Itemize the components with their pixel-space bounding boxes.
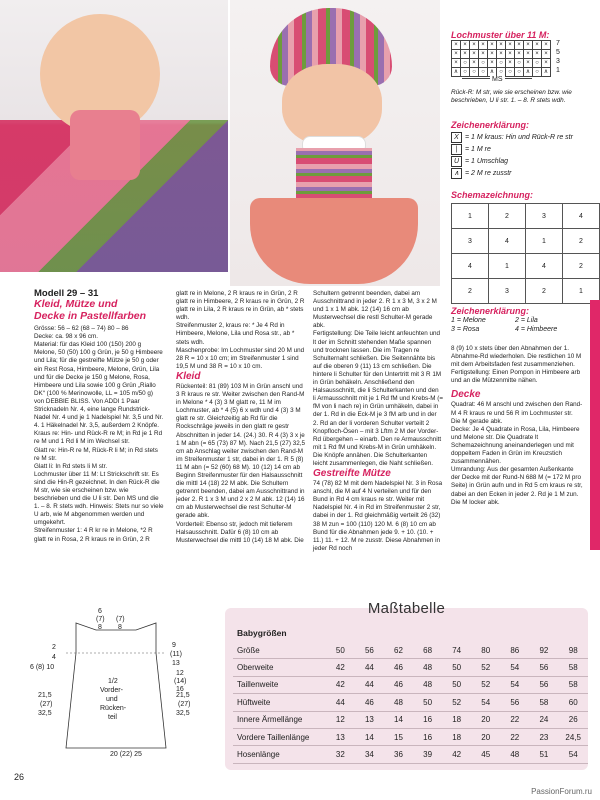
size-cell: 48 (500, 746, 529, 763)
chart-row-number: 7 (556, 40, 560, 47)
size-table (233, 642, 588, 764)
paragraph: Vorderteil: Ebenso str, jedoch mit tieferem Halsausschnitt. Dafür 6 (8) 10 cm ab Musterwechsel die mittl 10 (14) 18 M abk. Die (176, 520, 304, 544)
size-cell: 42 (442, 746, 471, 763)
scheme-cell: 2 (563, 254, 600, 279)
paragraph: Fertigstellung: Die Teile leicht anfeuchten und lt der im Schnitt stehenden Maße spannen und trocknen lassen. Die im Tragen re Schulternaht schließen. Die Seitennähte bis auf die oberen 9 (11) 13 cm schließen. Die hintere li Schulter für den Untertritt mit 3 R 1M in Grün behäkeln. Anschließend den Halsausschnitt, die li Schulterkanten und den li Armausschnitt mit je 1 Rd fM und Krebs-M (= fM von li nach re) in Grün umhäkeln, dabei in der 1. Rd in die Eck-M je 3 fM arb und in der 2. Rd an der li vorderen Schulter verteilt 2 Knopfloch-Ösen – mit 3 Lftm 2 M der Vorder-Rd übergehen – einarb. Den re Armausschnitt mit 1 Rd fM und Krebs-M in Grün umhäkeln. Die Knöpfe annähen. Die Schulterkanten leicht zusammenlegen, die Naht schließen. (313, 330, 444, 467)
chart-cell: ○ (460, 67, 470, 77)
chart-cell: × (469, 58, 479, 68)
text-column-1 (34, 290, 164, 544)
chart-cell: × (460, 49, 470, 59)
dim-label: 21,5 (176, 692, 190, 699)
chart-cell: × (451, 40, 461, 50)
size-cell: 58 (558, 659, 588, 676)
size-cell: 42 (326, 659, 355, 676)
chart-cell: × (451, 49, 461, 59)
paragraph: Kraus re: Hin- und Rück-R re M; in Rd je 1 Rd re M und 1 Rd li M im Wechsel str. (34, 430, 163, 446)
chart-cell: × (478, 49, 488, 59)
scheme-legend-item: 4 = Himbeere (515, 326, 558, 333)
dim-label: 9 (172, 642, 176, 649)
dim-label: (7) (116, 616, 125, 623)
legend-item (451, 143, 596, 155)
chart-cell: ∧ (523, 67, 533, 77)
size-cell: 44 (326, 694, 355, 711)
scheme-legend-title: Zeichenerklärung: (451, 306, 530, 316)
size-cell: 52 (442, 694, 471, 711)
paragraph: Grösse: 56 – 62 (68 – 74) 80 – 86 (34, 325, 129, 333)
piece-label: 1/2 (108, 678, 118, 685)
dim-label: 13 (172, 660, 180, 667)
piece-label: und (106, 696, 118, 703)
size-cell: 14 (384, 711, 413, 728)
yarn-over-icon: U (451, 156, 462, 167)
size-cell: 50 (413, 694, 442, 711)
chart-cell: × (487, 49, 497, 59)
size-cell: 12 (326, 711, 355, 728)
scheme-cell: 4 (452, 254, 489, 279)
chart-cell: × (451, 58, 461, 68)
piece-label: teil (108, 714, 117, 721)
size-cell: 54 (500, 676, 529, 693)
dim-label: 32,5 (176, 710, 190, 717)
model-subtitle: Decke in Pastellfarben (34, 310, 147, 323)
knit-garter-icon: X (451, 132, 462, 143)
size-table-row (233, 659, 588, 676)
legend-text: = 1 M kraus: Hin und Rück-R re str (465, 133, 573, 141)
chart-note: Rück-R: M str, wie sie erscheinen bzw. wie beschrieben, U li str. 1. – 8. R stets wdh. (451, 89, 572, 104)
chart-cell: × (478, 40, 488, 50)
chart-cell: × (487, 58, 497, 68)
size-table-row (233, 711, 588, 728)
chart-cell: × (505, 58, 515, 68)
dim-label: 4 (52, 654, 56, 661)
chart-cell: ○ (514, 58, 524, 68)
chart-cell: × (487, 40, 497, 50)
size-cell: 56 (529, 659, 558, 676)
paragraph: Quadrat: 46 M anschl und zwischen den Rand-M 4 R kraus re und 56 R im Lochmuster str. Die M gerade abk. (451, 401, 583, 425)
scheme-legend-item: 1 = Melone (451, 317, 486, 324)
size-cell: 92 (529, 642, 558, 659)
chart-cell: ○ (505, 67, 515, 77)
size-cell: 52 (471, 676, 500, 693)
piece-label: Vorder- (100, 687, 123, 694)
chart-cell: ∧ (451, 67, 461, 77)
size-table-row (233, 642, 588, 659)
size-cell: 80 (471, 642, 500, 659)
chart-cell: × (541, 49, 551, 59)
chart-cell: ∧ (487, 67, 497, 77)
size-cell: 36 (384, 746, 413, 763)
text-column-4 (451, 345, 583, 507)
size-cell: 13 (326, 728, 355, 745)
dim-label: 32,5 (38, 710, 52, 717)
scheme-cell: 2 (563, 229, 600, 254)
paragraph: Fertigstellung: Einen Pompon in Himbeere arb und an die Mützenmitte nähen. (451, 369, 581, 385)
chart-cell: ○ (496, 67, 506, 77)
scheme-cell: 1 (489, 254, 526, 279)
dress-schematic (30, 608, 206, 758)
size-cell: 13 (355, 711, 384, 728)
striped-bodice-image (296, 148, 372, 200)
dim-label: (14) (174, 678, 187, 685)
page-number: 26 (14, 772, 25, 782)
baby-dress-image (70, 110, 140, 180)
size-cell: 20 (471, 711, 500, 728)
size-cell: 44 (355, 676, 384, 693)
chart-cell: ○ (478, 58, 488, 68)
model-heading: Modell 29 – 31 (34, 288, 99, 299)
size-cell: 14 (355, 728, 384, 745)
size-cell: 23 (529, 728, 558, 745)
dim-label: 8 (98, 624, 102, 631)
scheme-cell: 2 (452, 279, 489, 304)
size-row-label: Oberweite (233, 659, 326, 676)
dim-label: 16 (176, 686, 184, 693)
paragraph: glatt re in Melone, 2 R kraus re in Grün, 2 R glatt re in Himbeere, 2 R kraus re in Grün, 2 R glatt re in Lila, 2 R kraus re in Grün, ab * stets wdh. (176, 290, 305, 322)
size-cell: 18 (442, 711, 471, 728)
paragraph: 8 (9) 10 x stets über den Abnahmen der 1. Abnahme-Rd wiederholen. Die restlichen 10 M mit dem Arbeitsfaden fest zusammenziehen. (451, 345, 582, 369)
size-cell: 48 (413, 676, 442, 693)
paragraph: Streifenmuster 1: 4 R kr re in Melone, *2 R glatt re in Rosa, 2 R kraus re in Grün, 2 R (34, 527, 153, 543)
paragraph: Umrandung: Aus der gesamten Außenkante der Decke mit der Rund-N 688 M (= 172 M pro Seite) in Grün aufn und in Rd 5 cm kraus re str, dabei an den Ecken in jeder 2. Rd je 1 M zun. Die M locker abk. (451, 466, 583, 506)
size-cell: 46 (384, 676, 413, 693)
size-cell: 24,5 (558, 728, 588, 745)
chart-row (451, 49, 560, 58)
size-cell: 18 (442, 728, 471, 745)
chart-row-number: 5 (556, 49, 560, 56)
chart-cell: ∧ (541, 67, 551, 77)
size-row-label: Innere Ärmellänge (233, 711, 326, 728)
scheme-cell: 4 (489, 229, 526, 254)
k2tog-icon: ∧ (451, 168, 462, 179)
scheme-legend-item: 3 = Rosa (451, 326, 480, 333)
scheme-cell: 3 (489, 279, 526, 304)
section-heading-muetze: Gestreifte Mütze (313, 468, 391, 480)
size-cell: 86 (500, 642, 529, 659)
size-cell: 98 (558, 642, 588, 659)
paragraph: Rückenteil: 81 (89) 103 M in Grün anschl und 3 R kraus re str. Weiter zwischen den Rand-M in Melone * 4 (3) 3 M glatt re, 11 M im Lochmuster, ab * 4 (5) 6 x wdh und 4 (3) 3 M glatt re str. Gleichzeitig ab Rd für die Rockschräge jeweils in den glatt re gestr Abschnitten in jeder 14. (24.) 30. R 4 (3) 3 x je 1 M abn (= 65 (73) 87 M). Nach 21,5 (27) 32,5 cm ab Anschlag weiter zwischen den Rand-M im Streifenmuster 1 str, dabei in der 1. R 5 (8) 11 M abn (= 52 (60) 68 M). 10 (12) 14 cm ab Beginn Streifenmuster für den Halsausschnitt die mittl 14 (18) 22 M abk. Die Schultern getrennt beenden, dabei am Ausschnittrand in jeder 2. R 1 x 3 M und 2 x 2 M abk. 12 (14) 16 cm ab Musterwechsel die rest Schulter-M gerade abk. (176, 382, 305, 520)
chart-cell: × (541, 58, 551, 68)
size-cell: 34 (355, 746, 384, 763)
paragraph: Material: für das Kleid 100 (150) 200 g Melone, 50 (50) 100 g Grün, je 50 g Himbeere und Lila; für die gestreifte Mütze je 50 g oder ein Rest Rosa, Himbeere, Melone, Grün, Lila und für die Decke je 150 g Melone, Rosa, Himbeere und Lila sowie 100 g Grün „Riallo DK“ (100 % Merinowolle, LL = 105 m/50 g) von DEBBIE BLISS. Von ADDI 1 Paar Stricknadeln Nr. 4, eine lange Rundstrick-Nadel Nr. 4 und je 1 Nadelspiel Nr. 3,5 und Nr. 4. 1 Häkelnadel Nr. 3,5, außerdem 2 Knöpfe. (34, 341, 164, 430)
size-cell: 46 (384, 659, 413, 676)
chart-cell: × (532, 49, 542, 59)
dim-label: 20 (22) 25 (110, 751, 142, 758)
lace-skirt-image (250, 198, 418, 284)
dim-label: 6 (8) 10 (30, 664, 55, 671)
chart-row-number: 1 (556, 67, 560, 74)
size-cell: 26 (558, 711, 588, 728)
legend-title: Zeichenerklärung: (451, 120, 530, 130)
dim-label: (27) (40, 701, 53, 708)
chart-cell: ○ (496, 58, 506, 68)
size-row-label: Vordere Taillenlänge (233, 728, 326, 745)
size-cell: 50 (442, 676, 471, 693)
scheme-title: Schemazeichnung: (451, 190, 534, 200)
photo-baby-blanket (0, 0, 228, 272)
chart-cell: ○ (478, 67, 488, 77)
chart-cell: × (514, 49, 524, 59)
legend-item (451, 167, 596, 179)
photo-baby-dress (230, 0, 440, 286)
legend-list (451, 131, 596, 179)
text-column-3 (313, 290, 443, 553)
size-cell: 46 (355, 694, 384, 711)
dim-label: 8 (118, 624, 122, 631)
size-cell: 24 (529, 711, 558, 728)
scheme-cell: 1 (563, 279, 600, 304)
chart-cell: × (505, 49, 515, 59)
chart-cell: ○ (532, 67, 542, 77)
paragraph: Lochmuster über 11 M: Lt Strickschrift str. Es sind die Hin-R gezeichnet. In den Rück-R die M str, wie sie erscheinen bzw. wie beschrieben und die U li str. Den MS und die 1. – 8. R stets wdh. Hinweis: Stets nur so viele U arb, wie M abgenommen werden und umgekehrt. (34, 470, 164, 527)
size-cell: 16 (413, 728, 442, 745)
legend-text: = 1 Umschlag (465, 157, 508, 165)
size-cell: 50 (442, 659, 471, 676)
size-cell: 56 (529, 676, 558, 693)
legend-text: = 1 M re (465, 145, 491, 153)
chart-cell: × (469, 40, 479, 50)
size-cell: 45 (471, 746, 500, 763)
chart-row (451, 58, 560, 67)
size-cell: 48 (413, 659, 442, 676)
size-cell: 16 (413, 711, 442, 728)
watermark-source: PassionForum.ru (531, 787, 592, 796)
size-table-row (233, 676, 588, 693)
chart-cell: ○ (460, 58, 470, 68)
lace-chart (451, 40, 560, 76)
chart-title: Lochmuster über 11 M: (451, 30, 550, 40)
dress-outline (66, 623, 166, 748)
size-cell: 62 (384, 642, 413, 659)
size-table-row (233, 694, 588, 711)
chart-cell: × (523, 40, 533, 50)
size-cell: 56 (355, 642, 384, 659)
chart-cell: × (514, 40, 524, 50)
paragraph: Schultern getrennt beenden, dabei am Ausschnittrand in jeder 2. R 1 x 3 M, 3 x 2 M und 1 x 1 M abk. 12 (14) 16 cm ab Musterwechsel die restl Schulter-M gerade abk. (313, 290, 437, 330)
size-cell: 48 (384, 694, 413, 711)
model-subtitle: Kleid, Mütze und (34, 298, 118, 311)
size-table-row (233, 728, 588, 745)
chart-row (451, 40, 560, 49)
size-row-label: Hosenlänge (233, 746, 326, 763)
paragraph: Streifenmuster 2, kraus re: * Je 4 Rd in Himbeere, Melone, Lila und Rosa str., ab * stets wdh. (176, 322, 295, 346)
legend-item (451, 155, 596, 167)
chart-row (451, 67, 560, 76)
dim-label: 2 (52, 644, 56, 651)
size-cell: 44 (355, 659, 384, 676)
size-cell: 68 (413, 642, 442, 659)
size-row-label: Größe (233, 642, 326, 659)
paragraph: Maschenprobe: Im Lochmuster sind 20 M und 28 R = 10 x 10 cm; im Streifenmuster 1 sind 19,5 M und 38 R = 10 x 10 cm. (176, 346, 305, 370)
knit-stitch-icon: | (451, 144, 462, 155)
chart-cell: × (505, 40, 515, 50)
scheme-cell: 1 (526, 229, 563, 254)
size-row-label: Taillenweite (233, 676, 326, 693)
scheme-grid (451, 203, 600, 304)
size-table-header: Babygrößen (237, 628, 287, 638)
chart-cell: × (496, 49, 506, 59)
size-cell: 74 (442, 642, 471, 659)
size-cell: 58 (529, 694, 558, 711)
scheme-cell: 1 (452, 204, 489, 229)
size-cell: 22 (500, 711, 529, 728)
size-cell: 54 (500, 659, 529, 676)
chart-cell: × (460, 40, 470, 50)
size-cell: 50 (326, 642, 355, 659)
scheme-cell: 3 (452, 229, 489, 254)
scheme-cell: 2 (526, 279, 563, 304)
scheme-legend-item: 2 = Lila (515, 317, 538, 324)
legend-item (451, 131, 596, 143)
size-cell: 42 (326, 676, 355, 693)
text-column-2 (176, 290, 306, 545)
scheme-cell: 4 (563, 204, 600, 229)
legend-text: = 2 M re zusstr (465, 169, 512, 177)
size-cell: 20 (471, 728, 500, 745)
chart-cell: × (523, 49, 533, 59)
chart-cell: ○ (514, 67, 524, 77)
paragraph: Glatt re: Hin-R re M, Rück-R li M; in Rd stets re M str. (34, 446, 158, 462)
size-table-row (233, 746, 588, 763)
ms-label: MS (492, 76, 503, 83)
size-cell: 39 (413, 746, 442, 763)
scheme-cell: 4 (526, 254, 563, 279)
dim-label: (11) (170, 651, 182, 658)
page-edge-accent (590, 300, 600, 550)
piece-label: Rücken- (100, 705, 127, 712)
size-table-title: Maßtabelle (367, 600, 446, 617)
size-cell: 54 (471, 694, 500, 711)
size-cell: 54 (558, 746, 588, 763)
size-cell: 51 (529, 746, 558, 763)
size-cell: 15 (384, 728, 413, 745)
paragraph: 74 (78) 82 M mit dem Nadelspiel Nr. 3 in Rosa anschl, die M auf 4 N verteilen und für den Bund in Rd 4 cm kraus re str. Weiter mit Nadelspiel Nr. 4 in Rd im Streifenmuster 2 str, dabei in der 1. Rd gleichmäßig verteilt 26 (32) 38 M zun = 100 (110) 120 M. 6 (8) 10 cm ab Bund für die Abnahmen jede 9. + 10. (10. + 11.) 11. + 12. M re zusstr. Diese Abnahmen in jeder Rd noch (313, 480, 443, 552)
dim-label: (7) (96, 616, 105, 623)
dim-label: 6 (98, 608, 102, 615)
size-cell: 32 (326, 746, 355, 763)
chart-row-number: 3 (556, 58, 560, 65)
chart-cell: × (532, 40, 542, 50)
paragraph: Decke: Je 4 Quadrate in Rosa, Lila, Himbeere und Melone str. Die Quadrate lt Schemazeichnung aneinanderlegen und mit doppeltem Faden in Grün im Kreuzstich zusammennähen. (451, 425, 580, 466)
size-cell: 22 (500, 728, 529, 745)
paragraph: Glatt li: In Rd stets li M str. (34, 462, 108, 470)
chart-cell: × (541, 40, 551, 50)
size-row-label: Hüftweite (233, 694, 326, 711)
dim-label: 12 (176, 670, 184, 677)
section-heading-kleid: Kleid (176, 370, 201, 382)
section-heading-decke: Decke (451, 389, 481, 401)
scheme-cell: 3 (526, 204, 563, 229)
chart-cell: ○ (469, 67, 479, 77)
dim-label: 21,5 (38, 692, 52, 699)
paragraph: Decke: ca. 98 x 96 cm. (34, 333, 99, 341)
size-cell: 56 (500, 694, 529, 711)
baby-face-image (282, 64, 382, 146)
chart-cell: × (496, 40, 506, 50)
size-cell: 58 (558, 676, 588, 693)
dim-label: (27) (178, 701, 191, 708)
chart-cell: × (469, 49, 479, 59)
chart-cell: × (523, 58, 533, 68)
size-table-panel (225, 600, 588, 770)
scheme-cell: 2 (489, 204, 526, 229)
chart-cell: ○ (532, 58, 542, 68)
size-cell: 52 (471, 659, 500, 676)
size-cell: 60 (558, 694, 588, 711)
